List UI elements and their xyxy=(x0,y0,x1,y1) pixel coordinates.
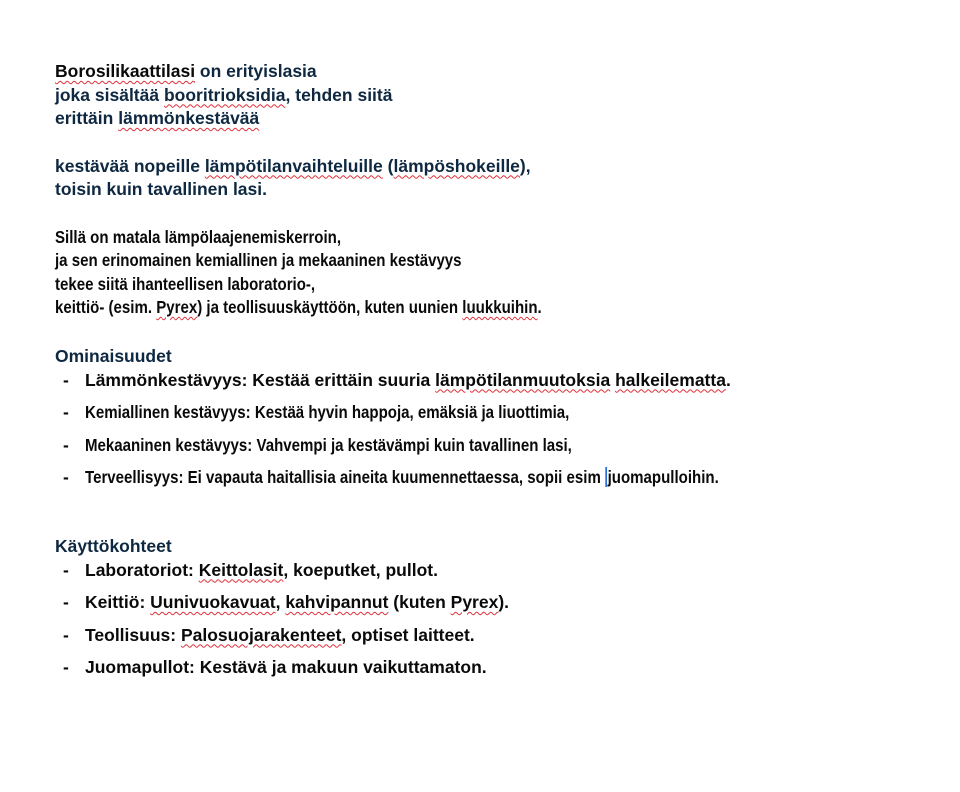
text-line xyxy=(55,273,945,297)
text-run: toisin kuin tavallinen lasi. xyxy=(55,179,267,199)
text-line-content xyxy=(55,273,315,297)
dash-bullet-icon: - xyxy=(63,402,69,422)
text-line-content xyxy=(55,226,341,250)
paragraph-spacer xyxy=(55,131,945,155)
dash-bullet-icon: - xyxy=(63,592,69,612)
misspelled-word: lämpötilanmuutoksia xyxy=(435,369,611,390)
misspelled-word: Keittolasit xyxy=(198,559,284,580)
text-run: , optiset laitteet. xyxy=(341,624,475,645)
text-line xyxy=(55,107,945,131)
misspelled-word: luukkuihin xyxy=(462,297,538,317)
text-run: ), xyxy=(519,155,531,176)
list-item xyxy=(55,433,945,466)
text-run: Mekaaninen kestävyys: Vahvempi ja kestävämpi kuin tavallinen lasi, xyxy=(85,434,572,455)
text-run: , xyxy=(275,592,286,612)
document-body[interactable] xyxy=(55,60,945,688)
list-item xyxy=(55,590,945,623)
text-run: on xyxy=(195,61,227,81)
list-item xyxy=(55,368,945,401)
text-run: ja sen erinomainen kemiallinen ja mekaaninen kestävyys xyxy=(55,250,462,270)
dash-bullet-icon: - xyxy=(63,369,69,390)
misspelled-word: lämpötilanvaihteluille xyxy=(204,155,383,176)
uses-heading: Käyttökohteet xyxy=(55,535,172,556)
text-run: , koeputket, pullot. xyxy=(283,559,438,580)
list-item xyxy=(55,558,945,591)
paragraph-spacer xyxy=(55,320,945,344)
text-line-content xyxy=(55,249,462,273)
intro-paragraph[interactable] xyxy=(55,60,945,131)
text-line xyxy=(55,84,945,108)
text-run: erittäin xyxy=(55,108,119,128)
text-run: tekee siitä ihanteellisen laboratorio-, xyxy=(55,273,316,294)
misspelled-word: halkeilematta xyxy=(615,369,726,390)
text-line xyxy=(55,249,945,273)
text-run: ). xyxy=(498,592,510,612)
list-item xyxy=(55,655,945,688)
section-spacer xyxy=(55,498,945,534)
list-item-content xyxy=(85,465,719,489)
text-run: Teollisuus: xyxy=(85,624,181,645)
misspelled-word: Borosilikaattilasi xyxy=(55,61,196,81)
list-item xyxy=(55,400,945,433)
dash-bullet-icon: - xyxy=(63,624,69,645)
text-run: erityislasia xyxy=(226,61,317,81)
text-line xyxy=(55,178,945,202)
dash-bullet-icon: - xyxy=(63,559,69,580)
dash-bullet-icon: - xyxy=(63,434,69,455)
text-cursor xyxy=(605,467,607,487)
text-run: joka sisältää xyxy=(55,84,164,105)
text-run: Laboratoriot: xyxy=(85,559,199,580)
text-run: Lämmönkestävyys: Kestää erittäin suuria xyxy=(85,369,436,390)
text-run: ( xyxy=(382,155,394,176)
text-line xyxy=(55,60,945,84)
uses-list[interactable] xyxy=(55,558,945,688)
misspelled-word: Palosuojarakenteet xyxy=(180,624,342,645)
thermal-shock-paragraph[interactable] xyxy=(55,155,945,202)
misspelled-word: kahvipannut xyxy=(285,592,389,612)
properties-list[interactable] xyxy=(55,368,945,498)
text-run: Keittiö: xyxy=(85,592,151,612)
list-item xyxy=(55,465,945,498)
text-line xyxy=(55,226,945,250)
text-run: (kuten xyxy=(388,592,451,612)
text-run: keittiö- (esim. xyxy=(55,297,157,317)
text-run: juomapulloihin. xyxy=(607,467,719,487)
misspelled-word: lämmönkestävää xyxy=(118,108,260,128)
text-run: Kemiallinen kestävyys: Kestää hyvin happoja, emäksiä ja liuottimia, xyxy=(85,402,570,422)
paragraph-spacer xyxy=(55,202,945,226)
expansion-paragraph[interactable] xyxy=(55,226,945,320)
list-item-content xyxy=(85,433,572,457)
properties-heading: Ominaisuudet xyxy=(55,345,172,366)
text-line xyxy=(55,155,945,179)
text-run: Terveellisyys: Ei vapauta haitallisia aineita kuumennettaessa, sopii esim xyxy=(85,467,606,487)
list-item-content xyxy=(85,400,569,424)
misspelled-word: booritrioksidia xyxy=(163,84,286,105)
text-run: Juomapullot: Kestävä ja makuun vaikuttamaton. xyxy=(85,657,487,677)
text-line-content xyxy=(55,296,542,320)
list-item xyxy=(55,623,945,656)
text-line xyxy=(55,296,945,320)
misspelled-word: Pyrex xyxy=(156,297,198,317)
text-run: ) ja teollisuuskäyttöön, kuten uunien xyxy=(197,297,463,317)
misspelled-word: lämpöshokeille xyxy=(393,155,520,176)
text-run: kestävää nopeille xyxy=(55,155,205,176)
text-run: . xyxy=(725,369,731,390)
misspelled-word: Pyrex xyxy=(450,592,499,612)
misspelled-word: Uunivuokavuat xyxy=(150,592,276,612)
text-run: Sillä on matala lämpölaajenemiskerroin, xyxy=(55,226,342,247)
dash-bullet-icon: - xyxy=(63,657,69,677)
text-run: , tehden siitä xyxy=(285,84,393,105)
text-run: . xyxy=(537,297,542,317)
dash-bullet-icon: - xyxy=(63,467,69,487)
